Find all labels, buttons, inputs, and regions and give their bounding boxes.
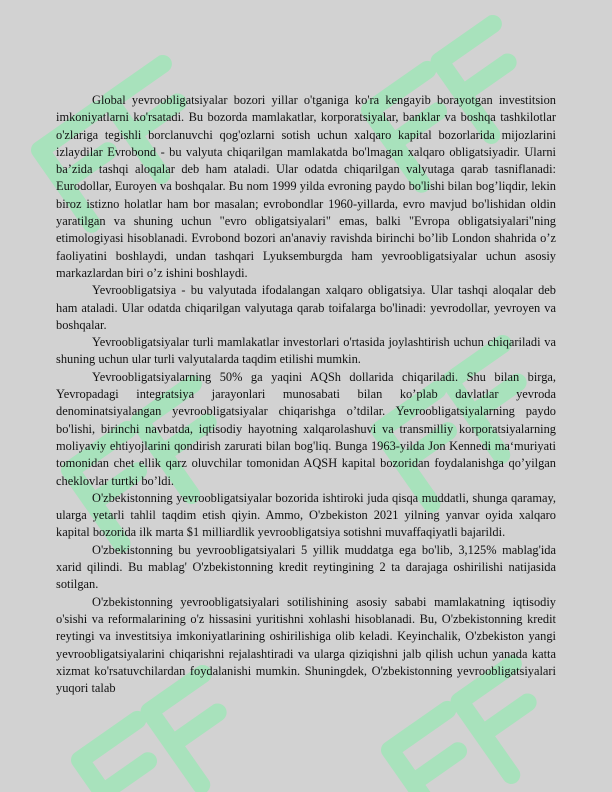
- document-body: [56, 92, 556, 697]
- paragraph: Global yevroobligatsiyalar bozori yillar o'tganiga ko'ra kengayib borayotgan investitsion imkoniyatlarni ko'rsatadi. Bu bozorda mamlakatlar, korporatsiyalar, banklar va boshqa tashkilotlar o'zlariga tegishli borclanuvchi qog'ozlarni sotish uchun xalqaro kapital bozorlarida mijozlarini izlaydilar Evrobond - bu valyuta chiqarilgan mamlakatda bo'lmagan xalqaro obligatsiyadir. Ularni ba’zida tashqi aloqalar deb ham ataladi. Ular odatda chiqarilgan valyutaga qarab tasniflanadi: Eurodollar, Euroyen va boshqalar. Bu nom 1999 yilda evroning paydo bo'lishi bilan bog’liqdir, lekin biroz istizno holatlar ham bor masalan; evrobondlar 1960-yillarda, evro mavjud bo'lishidan oldin yaratilgan va shuning uchun "evro obligatsiyalari" emas, balki "Evropa obligatsiyalari"ning etimologiyasi hisoblanadi. Evrobond bozori an'anaviy ravishda birinchi bo’lib London shahrida o’z faoliyatini boshlaydi, undan tashqari Lyuksemburgda ham yevroobligatsiyalar uchun asosiy markazlardan biri o’z ishini boshlaydi.: [56, 93, 556, 280]
- paragraph: O'zbekistonning yevroobligatsiyalar bozorida ishtiroki juda qisqa muddatli, shunga qaramay, ularga yetarli tahlil taqdim etish qiyin. Ammo, O'zbekiston 2021 yilning yanvar oyida xalqaro kapital bozorida ilk marta $1 milliardlik yevroobligatsiya sotishni muvaffaqiyatli bajarildi.: [56, 490, 556, 540]
- paragraph: Yevroobligatsiya - bu valyutada ifodalangan xalqaro obligatsiya. Ular tashqi aloqalar deb ham ataladi. Ular odatda chiqarilgan valyutaga qarab toifalarga bo'linadi: yevrodollar, yevroyen va boshqalar.: [56, 283, 556, 332]
- paragraph: Yevroobligatsiyalar turli mamlakatlar investorlari o'rtasida joylashtirish uchun chiqariladi va shuning uchun ular turli valyutalarda taqdim etilishi mumkin.: [56, 335, 556, 367]
- paragraph: O'zbekistonning yevroobligatsiyalari sotilishining asosiy sababi mamlakatning iqtisodiy o'sishi va reformalarining o'z hissasini yuritishni xohlashi hisoblanadi. Bu, O'zbekistonning kredit reytingi va investitsiya imkoniyatlarining oshirilishiga olib keladi. Keyinchalik, O'zbekiston yangi yevroobligatsiyalarini chiqarishni rejalashtiradi va ularga qiziqishni jalb qilish uchun yanada katta xizmat ko'rsatuvchilardan foydalanishi mumkin. Shuningdek, O'zbekistonning yevroobligatsiyalari yuqori talab: [56, 594, 556, 696]
- paragraph: Yevroobligatsiyalarning 50% ga yaqini AQSh dollarida chiqariladi. Shu bilan birga, Yevropadagi integratsiya jarayonlari munosabati bilan ko’plab davlatlar yevroda denominatsiyalangan yevroobligatsiyalar chiqarishga o’tdilar. Yevroobligatsiyalarning paydo bo'lishi, birinchi navbatda, iqtisodiy hayotning xalqarolashuvi va transmilliy korporatsiyalarning moliyaviy ehtiyojlarini qondirish zarurati bilan bog'liq. Bunga 1963-yilda Jon Kennedi ma‘muriyati tomonidan chet ellik qarz oluvchilar tomonidan AQSH kapital bozoridan foydalanishga qo’yilgan cheklovlar turtki bo’ldi.: [56, 369, 556, 488]
- paragraph: O'zbekistonning bu yevroobligatsiyalari 5 yillik muddatga ega bo'lib, 3,125% mablag'ida xarid qilindi. Bu mablag' O'zbekistonning kredit reytingining 2 ta darajaga oshirilishi natijasida sotilgan.: [56, 542, 556, 592]
